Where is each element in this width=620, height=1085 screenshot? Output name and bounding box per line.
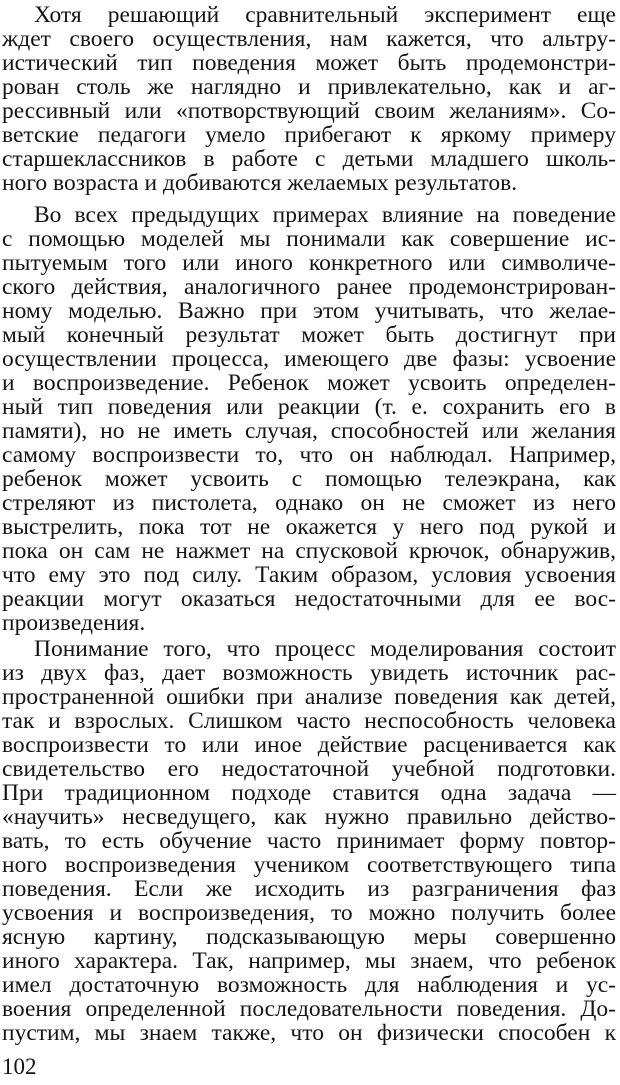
text-line: усвоения и воспроизведения, то можно получить более [2,900,616,926]
text-line: с помощью моделей мы понимали как совершение ис- [2,226,616,252]
text-line: истический тип поведения может быть продемонстри- [2,50,616,76]
text-line: воспроизвести то или иное действие расценивается как [2,732,616,758]
text-line: ского действия, аналогичного ранее продемонстрирован- [2,274,616,300]
text-line: рессивный или «потворствующий своим желаниям». Со- [2,98,616,124]
text-line: реакции могут оказаться недостаточными для ее вос- [2,586,616,612]
text-line: мый конечный результат может быть достигнут при [2,322,616,348]
text-line: памяти), но не иметь случая, способностей или желания [2,418,616,444]
text-line: выстрелить, пока тот не окажется у него под рукой и [2,514,616,540]
text-line: воения определенной последовательности поведения. До- [2,996,616,1022]
text-line: старшеклассников в работе с детьми младшего школь- [2,146,616,172]
text-line: произведения. [2,610,146,636]
text-line: рован столь же наглядно и привлекательно, как и аг- [2,74,616,100]
text-line: свидетельство его недостаточной учебной подготовки. [2,756,616,782]
text-line: ждет своего осуществления, нам кажется, что альтру- [2,26,616,52]
text-line: «научить» несведущего, как нужно правильно действо- [2,804,616,830]
text-line: пытуемым того или иного конкретного или символиче- [2,250,616,276]
text-line: При традиционном подходе ставится одна задача — [2,780,616,806]
text-line: что ему это под силу. Таким образом, условия усвоения [2,562,616,588]
text-line: Понимание того, что процесс моделирования состоит [34,636,616,662]
text-line: ного возраста и добиваются желаемых результатов. [2,170,518,196]
text-line: ребенок может усвоить с помощью телеэкрана, как [2,466,616,492]
text-line: ный тип поведения или реакции (т. е. сохранить его в [2,394,616,420]
text-line: ного воспроизведения учеником соответствующего типа [2,852,616,878]
text-line: ветские педагоги умело прибегают к яркому примеру [2,122,616,148]
text-line: имел достаточную возможность для наблюдения и ус- [2,972,616,998]
text-line: Во всех предыдущих примерах влияние на поведение [34,202,616,228]
text-line: ясную картину, подсказывающую меры совершенно [2,924,616,950]
text-line: ному моделью. Важно при этом учитывать, что желае- [2,298,616,324]
text-line: пустим, мы знаем также, что он физически способен к [2,1020,616,1046]
text-line: Хотя решающий сравнительный эксперимент еще [34,2,616,28]
text-line: поведения. Если же исходить из разграничения фаз [2,876,616,902]
text-line: самому воспроизвести то, что он наблюдал. Например, [2,442,616,468]
text-line: и воспроизведение. Ребенок может усвоить определен- [2,370,616,396]
page-number: 102 [2,1054,37,1079]
text-line: пока он сам не нажмет на спусковой крючок, обнаружив, [2,538,616,564]
text-line: пространенной ошибки при анализе поведения как детей, [2,684,616,710]
text-line: осуществлении процесса, имеющего две фазы: усвоение [2,346,616,372]
text-line: из двух фаз, дает возможность увидеть источник рас- [2,660,616,686]
text-line: иного характера. Так, например, мы знаем, что ребенок [2,948,616,974]
text-line: так и взрослых. Слишком часто неспособность человека [2,708,616,734]
text-line: вать, то есть обучение часто принимает форму повтор- [2,828,616,854]
text-line: стреляют из пистолета, однако он не сможет из него [2,490,616,516]
